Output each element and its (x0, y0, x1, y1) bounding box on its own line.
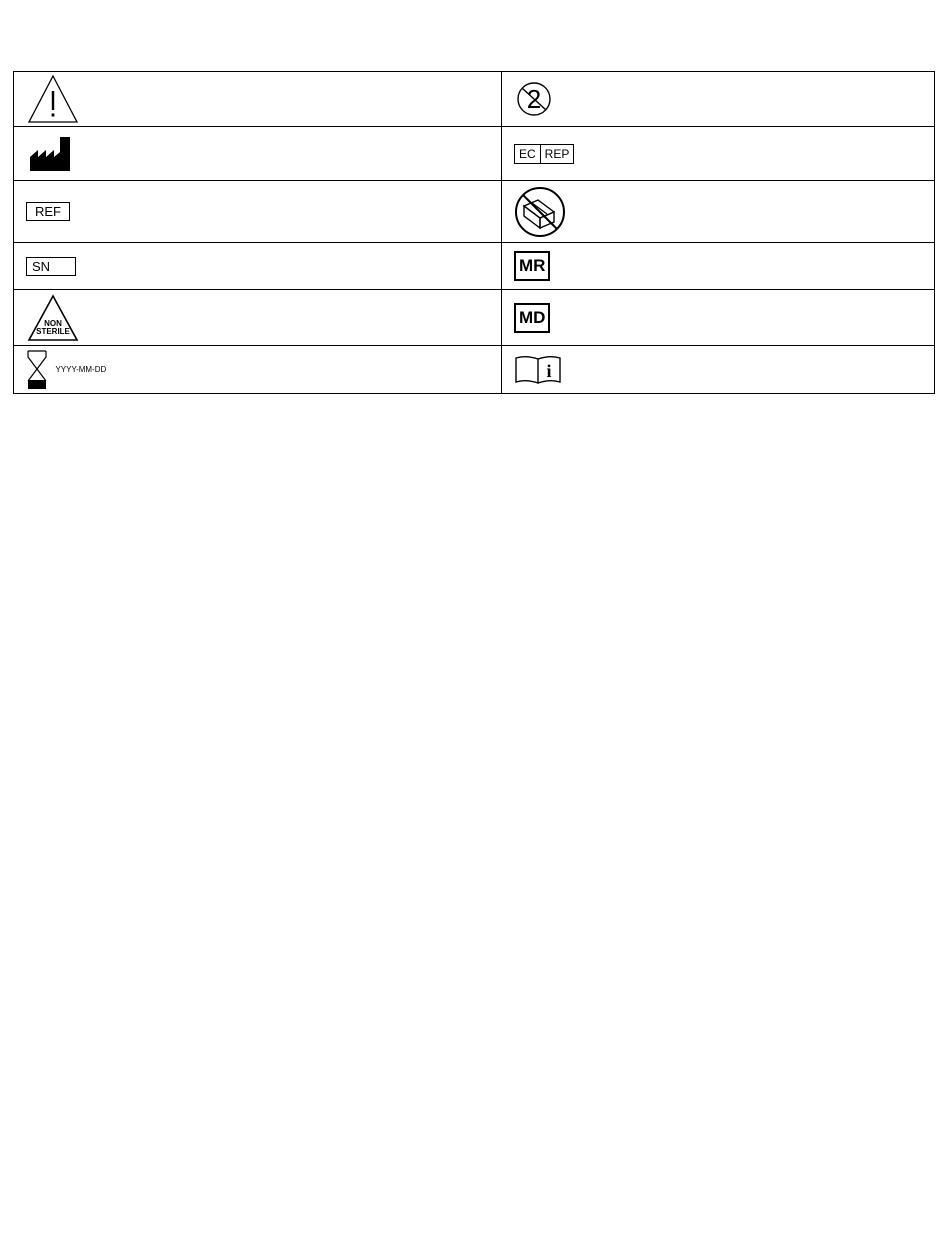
ref-symbol: REF (26, 202, 70, 221)
table-row (14, 72, 935, 127)
table-row (14, 290, 935, 346)
table-row (14, 181, 935, 243)
do-not-reuse-icon (514, 81, 554, 117)
table-row (14, 243, 935, 290)
sn-symbol: SN (26, 257, 76, 276)
rep-label: REP (540, 145, 574, 163)
table-cell (14, 72, 502, 127)
non-sterile-icon (26, 293, 80, 343)
ec-rep-symbol (514, 144, 574, 164)
ec-label: EC (519, 146, 536, 161)
table-cell (14, 181, 502, 243)
mr-symbol: MR (514, 251, 550, 281)
table-cell (502, 243, 935, 290)
hourglass-icon (26, 349, 48, 391)
table-cell (14, 290, 502, 346)
table-cell (14, 243, 502, 290)
manufacturer-icon (26, 133, 74, 175)
info-glyph: i (546, 360, 552, 381)
table-row (14, 346, 935, 394)
table-cell (502, 181, 935, 243)
do-not-use-if-damaged-icon (514, 186, 566, 238)
md-symbol: MD (514, 303, 550, 333)
table-row (14, 127, 935, 181)
do-not-reuse-digit: 2 (526, 84, 542, 114)
consult-instructions-icon (514, 354, 564, 386)
sterile-label: STERILE (36, 326, 70, 336)
symbols-table (13, 71, 935, 394)
table-cell (502, 290, 935, 346)
non-label: NON (44, 318, 62, 328)
caution-icon (26, 73, 80, 125)
expiry-date-format: YYYY-MM-DD (55, 365, 107, 374)
table-cell (502, 72, 935, 127)
table-cell (14, 346, 502, 394)
table-cell (14, 127, 502, 181)
table-cell (502, 346, 935, 394)
table-cell (502, 127, 935, 181)
